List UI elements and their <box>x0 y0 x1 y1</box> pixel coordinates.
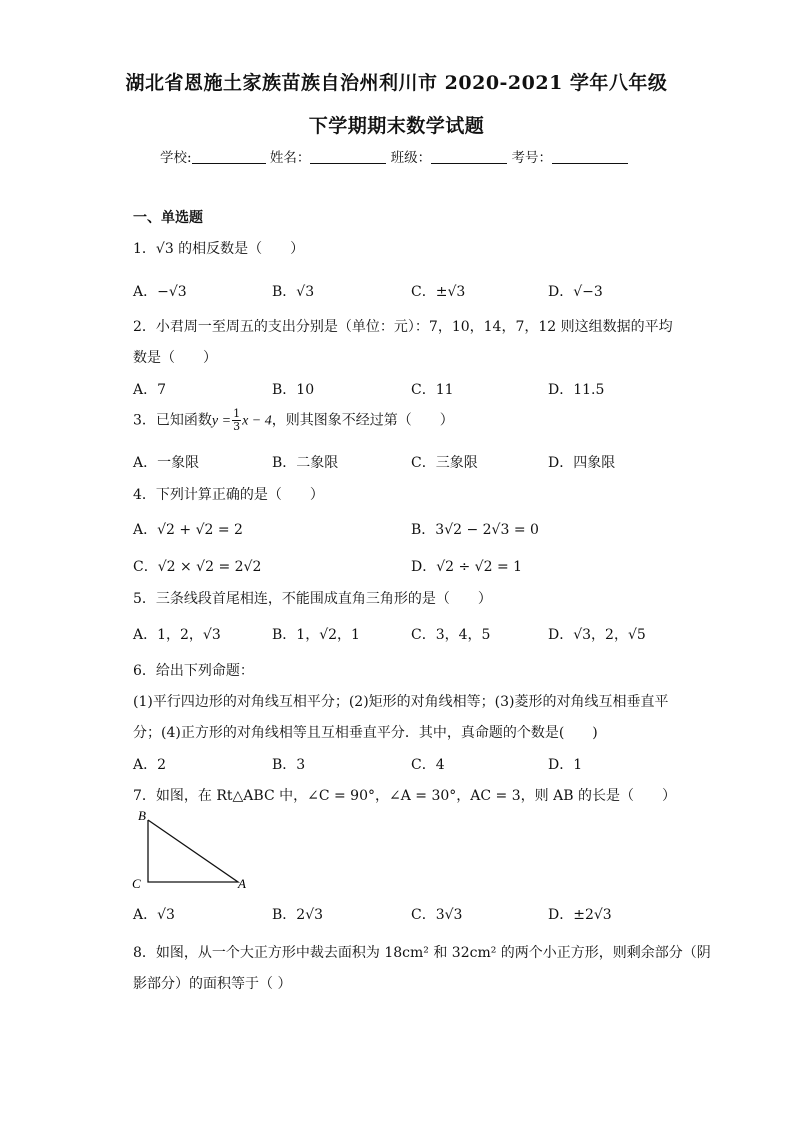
q2-option-d: D．11.5 <box>548 382 605 398</box>
q6-option-c: C．4 <box>411 757 445 773</box>
name-blank <box>310 149 386 164</box>
q3-stem <box>133 408 454 433</box>
q6-stem: 6．给出下列命题： <box>133 663 254 679</box>
q2-stem-line2: 数是（ ） <box>133 350 217 366</box>
q6-option-d: D．1 <box>548 757 583 773</box>
q4-option-d: D．√2 ÷ √2 = 1 <box>411 559 523 575</box>
q3-function-rest: x − 4 <box>242 413 272 429</box>
exam-title-line1: 湖北省恩施土家族苗族自治州利川市 2020-2021 学年八年级 <box>125 72 668 94</box>
class-label: 班级： <box>390 150 432 166</box>
q1-option-d: D．√−3 <box>548 284 603 300</box>
q3-fraction <box>232 408 241 433</box>
q3-fraction-numerator: 1 <box>233 407 241 420</box>
q3-option-a: A．一象限 <box>133 455 200 471</box>
q5-option-a: A．1，2，√3 <box>133 627 221 643</box>
q3-fraction-denominator: 3 <box>233 420 241 433</box>
q4-stem: 4．下列计算正确的是（ ） <box>133 487 324 503</box>
q7-option-d: D．±2√3 <box>548 907 612 923</box>
q1-option-b: B．√3 <box>272 284 315 300</box>
q3-function-y: y = <box>211 413 232 429</box>
exam-title-line2: 下学期期末数学试题 <box>308 115 485 137</box>
q8-line1: 8．如图，从一个大正方形中裁去面积为 18cm² 和 32cm² 的两个小正方形，则剩余部分（阴 <box>133 945 711 961</box>
q7-triangle-figure <box>128 808 258 892</box>
q4-option-c: C．√2 × √2 = 2√2 <box>133 559 262 575</box>
q1-stem: 1．√3 的相反数是（ ） <box>133 241 305 257</box>
school-label: 学校: <box>160 150 192 166</box>
q7-option-c: C．3√3 <box>411 907 463 923</box>
q7-option-a: A．√3 <box>133 907 175 923</box>
q7-stem: 7．如图，在 Rt△ABC 中，∠C = 90°，∠A = 30°，AC = 3，则 AB 的长是（ ） <box>133 788 676 804</box>
q5-option-c: C．3，4，5 <box>411 627 491 643</box>
q5-option-d: D．√3，2，√5 <box>548 627 646 643</box>
q4-option-a: A．√2 + √2 = 2 <box>133 522 243 538</box>
q3-stem-pre: 3．已知函数 <box>133 412 212 429</box>
student-info-row <box>160 146 628 166</box>
section-heading: 一、单选题 <box>133 210 203 226</box>
q7-label-c: C <box>132 876 141 891</box>
q2-option-b: B．10 <box>272 382 315 398</box>
q1-option-c: C．±√3 <box>411 284 466 300</box>
q3-option-b: B．二象限 <box>272 455 339 471</box>
number-blank <box>552 149 628 164</box>
q1-option-a: A．−√3 <box>133 284 187 300</box>
q5-stem: 5．三条线段首尾相连，不能围成直角三角形的是（ ） <box>133 591 492 607</box>
school-blank <box>192 149 266 164</box>
q6-option-a: A．2 <box>133 757 167 773</box>
q3-stem-post: ，则其图象不经过第（ ） <box>271 412 454 429</box>
class-blank <box>431 149 507 164</box>
q2-option-c: C．11 <box>411 382 454 398</box>
q4-option-b: B．3√2 − 2√3 = 0 <box>411 522 539 538</box>
q3-option-c: C．三象限 <box>411 455 478 471</box>
q7-label-b: B <box>138 808 146 823</box>
q7-label-a: A <box>238 876 246 891</box>
number-label: 考号： <box>511 150 552 166</box>
q6-line1: (1)平行四边形的对角线互相平分；(2)矩形的对角线相等；(3)菱形的对角线互相垂直平 <box>133 694 669 710</box>
q7-triangle-lines <box>148 820 238 882</box>
name-label: 姓名： <box>269 150 311 166</box>
q2-option-a: A．7 <box>133 382 167 398</box>
q6-option-b: B．3 <box>272 757 306 773</box>
q2-stem-line1: 2．小君周一至周五的支出分别是（单位：元）：7，10，14，7，12 则这组数据的平均 <box>133 319 673 335</box>
q6-line2: 分；(4)正方形的对角线相等且互相垂直平分．其中，真命题的个数是( ) <box>133 725 598 741</box>
q5-option-b: B．1，√2，1 <box>272 627 360 643</box>
q7-option-b: B．2√3 <box>272 907 324 923</box>
q3-option-d: D．四象限 <box>548 455 616 471</box>
q8-line2: 影部分）的面积等于（ ） <box>133 976 292 992</box>
